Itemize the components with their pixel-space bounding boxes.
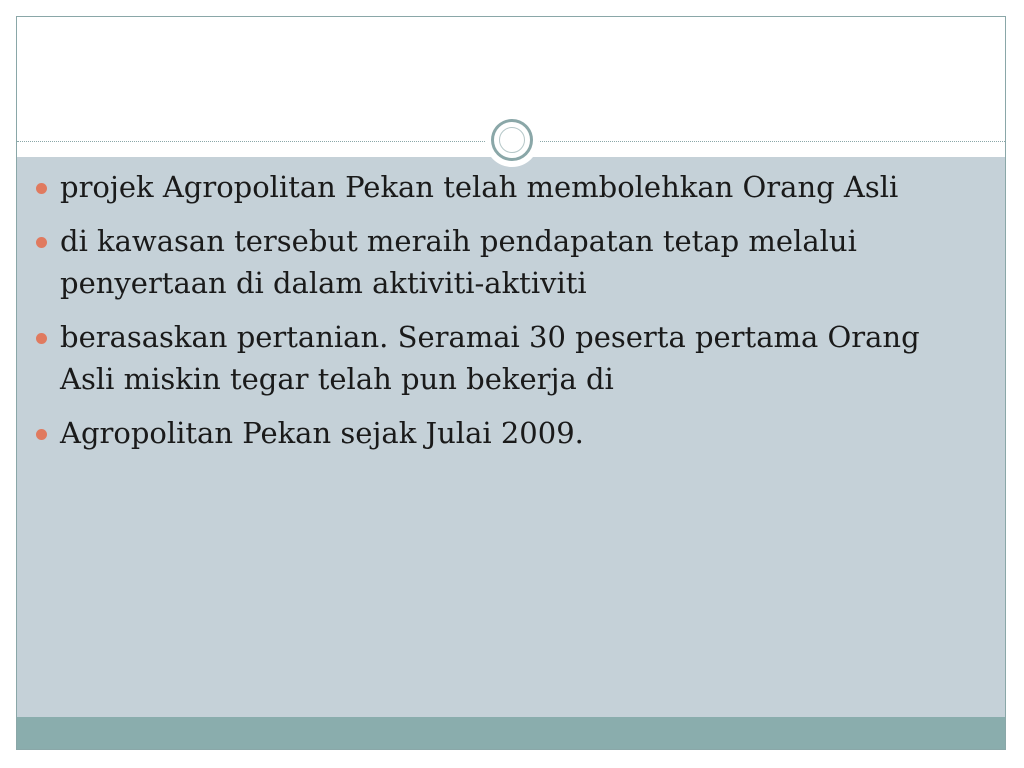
- bullet-item: [36, 166, 966, 208]
- bullet-text: Agropolitan Pekan sejak Julai 2009.: [60, 416, 584, 450]
- bullet-dot-icon: [36, 183, 47, 194]
- ornament-inner-ring: [499, 127, 525, 153]
- bullet-item: [36, 412, 966, 454]
- circle-ring-icon: [485, 113, 539, 167]
- bullet-list: [36, 166, 966, 466]
- bullet-text: berasaskan pertanian. Seramai 30 peserta pertama Orang Asli miskin tegar telah pun bekerja di: [60, 320, 920, 396]
- bullet-dot-icon: [36, 237, 47, 248]
- bullet-dot-icon: [36, 429, 47, 440]
- bullet-item: [36, 220, 966, 304]
- bullet-text: projek Agropolitan Pekan telah membolehkan Orang Asli: [60, 170, 899, 204]
- bullet-dot-icon: [36, 333, 47, 344]
- ornament-ring: [491, 119, 533, 161]
- bullet-text: di kawasan tersebut meraih pendapatan tetap melalui penyertaan di dalam aktiviti-aktiviti: [60, 224, 857, 300]
- bullet-item: [36, 316, 966, 400]
- footer-band: [17, 717, 1005, 750]
